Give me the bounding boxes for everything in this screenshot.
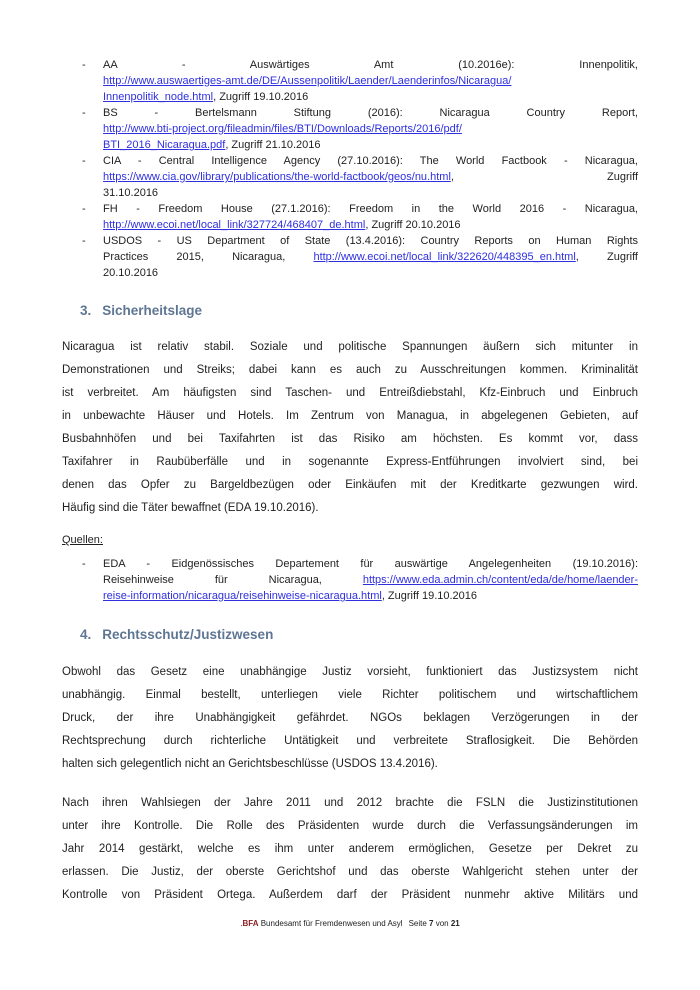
- paragraph-line: Demonstrationen und Streiks; dabei kann es auch zu Ausschreitungen kommen. Kriminalität: [62, 364, 638, 376]
- reference-item: [62, 153, 638, 201]
- footer-page-number: 7: [429, 919, 434, 928]
- paragraph-line: halten sich gelegentlich nicht an Gerichtsbeschlüsse (USDOS 13.4.2016).: [62, 758, 438, 770]
- footer-dot: .: [240, 919, 243, 928]
- paragraph-line: unabhängig. Einmal bestellt, unterliegen viele Richter politischem und wirtschaftlichem: [62, 689, 638, 701]
- hyperlink[interactable]: Innenpolitik_node.html: [103, 91, 214, 103]
- reference-line: [103, 572, 638, 588]
- hyperlink[interactable]: http://www.ecoi.net/local_link/322620/448395_en.html: [313, 251, 576, 263]
- bullet-dash: -: [82, 107, 86, 119]
- footer-of-word: von: [435, 919, 449, 928]
- reference-text: USDOS - US Department of State (13.4.2016): Country Reports on Human Rights: [103, 235, 638, 247]
- reference-line: [103, 57, 638, 73]
- hyperlink[interactable]: http://www.ecoi.net/local_link/327724/468407_de.html: [103, 219, 366, 231]
- reference-text: BS - Bertelsmann Stiftung (2016): Nicaragua Country Report,: [103, 107, 638, 119]
- reference-text: , Zugriff: [450, 171, 638, 183]
- page-footer: [0, 919, 700, 929]
- reference-text: , Zugriff: [575, 251, 638, 263]
- paragraph-line: unter ihre Kontrolle. Die Rolle des Präsidenten wurde durch die Verfassungsänderungen im: [62, 820, 638, 832]
- paragraph-line: Nicaragua ist relativ stabil. Soziale und politische Spannungen äußern sich mitunter in: [62, 341, 638, 353]
- body-paragraph: [62, 792, 638, 907]
- reference-line: [103, 185, 638, 201]
- section-number: 3.: [80, 303, 92, 318]
- section-number: 4.: [80, 627, 92, 642]
- reference-line: [103, 265, 638, 281]
- paragraph-line: Busbahnhöfen und bei Taxifahrten ist das Risiko am höchsten. Es kommt vor, dass: [62, 433, 638, 445]
- bullet-dash: -: [82, 203, 86, 215]
- reference-text: , Zugriff 21.10.2016: [225, 139, 321, 151]
- reference-text: CIA - Central Intelligence Agency (27.10.2016): The World Factbook - Nicaragua,: [103, 155, 638, 167]
- footer-department: Bundesamt für Fremdenwesen und Asyl: [260, 919, 403, 928]
- reference-text: 20.10.2016: [103, 267, 159, 279]
- reference-item: [62, 201, 638, 233]
- paragraph-line: Rechtsprechung durch richterliche Untätigkeit und verbreitete Straflosigkeit. Die Behörden: [62, 735, 638, 747]
- reference-text: FH - Freedom House (27.1.2016): Freedom in the World 2016 - Nicaragua,: [103, 203, 638, 215]
- hyperlink[interactable]: BTI_2016_Nicaragua.pdf: [103, 139, 226, 151]
- hyperlink[interactable]: https://www.cia.gov/library/publications/the-world-factbook/geos/nu.html: [103, 171, 451, 183]
- reference-text: , Zugriff 19.10.2016: [213, 91, 309, 103]
- reference-item: [62, 556, 638, 604]
- reference-text: , Zugriff 20.10.2016: [365, 219, 461, 231]
- section-heading-4: [80, 626, 638, 643]
- reference-line: [103, 153, 638, 169]
- paragraph-line: Taxifahrer in Raubüberfälle und in sogenannte Express-Entführungen involviert sind, bei: [62, 456, 638, 468]
- section-heading-3: [80, 302, 638, 319]
- reference-line: [103, 73, 638, 89]
- bullet-dash: -: [82, 558, 86, 570]
- paragraph-line: erlassen. Die Justiz, der oberste Gerichtshof und das oberste Wahlgericht stehen unter der: [62, 866, 638, 878]
- hyperlink[interactable]: http://www.auswaertiges-amt.de/DE/Aussenpolitik/Laender/Laenderinfos/Nicaragua/: [103, 75, 512, 87]
- reference-text: EDA - Eidgenössisches Departement für auswärtige Angelegenheiten (19.10.2016):: [103, 558, 638, 570]
- bullet-dash: -: [82, 155, 86, 167]
- sources-label: [62, 532, 638, 548]
- reference-line: [103, 249, 638, 265]
- reference-line: [103, 556, 638, 572]
- reference-line: [103, 137, 638, 153]
- reference-list: [62, 556, 638, 604]
- footer-total-pages: 21: [450, 919, 460, 928]
- hyperlink[interactable]: http://www.bti-project.org/fileadmin/files/BTI/Downloads/Reports/2016/pdf/: [103, 123, 462, 135]
- paragraph-line: Kontrolle von Präsident Ortega. Außerdem darf der Präsident nunmehr aktive Militärs und: [62, 889, 638, 901]
- reference-item: [62, 105, 638, 153]
- reference-line: [103, 105, 638, 121]
- paragraph-line: Nach ihren Wahlsiegen der Jahre 2011 und 2012 brachte die FSLN die Justizinstitutionen: [62, 797, 638, 809]
- reference-line: [103, 201, 638, 217]
- reference-list: [62, 57, 638, 281]
- reference-item: [62, 57, 638, 105]
- footer-page-word: Seite: [408, 919, 427, 928]
- bullet-dash: -: [82, 235, 86, 247]
- paragraph-line: Druck, der ihre Unabhängigkeit gefährdet. NGOs beklagen Verzögerungen in der: [62, 712, 638, 724]
- body-paragraph: [62, 661, 638, 776]
- reference-line: [103, 89, 638, 105]
- sources-label-text: Quellen:: [62, 534, 103, 546]
- reference-text: AA - Auswärtiges Amt (10.2016e): Innenpolitik,: [103, 59, 638, 71]
- footer-brand-bfa: BFA: [242, 919, 259, 928]
- section-title: Sicherheitslage: [102, 303, 203, 318]
- paragraph-line: Häufig sind die Täter bewaffnet (EDA 19.10.2016).: [62, 502, 319, 514]
- paragraph-line: denen das Opfer zu Bargeldbezügen oder Einkäufen mit der Kreditkarte gezwungen wird.: [62, 479, 638, 491]
- paragraph-line: Obwohl das Gesetz eine unabhängige Justiz vorsieht, funktioniert das Justizsystem nicht: [62, 666, 638, 678]
- reference-text: Practices 2015, Nicaragua,: [103, 251, 314, 263]
- reference-line: [103, 121, 638, 137]
- paragraph-line: in unbewachte Häuser und Hotels. Im Zentrum von Managua, in abgelegenen Gebieten, auf: [62, 410, 638, 422]
- hyperlink[interactable]: https://www.eda.admin.ch/content/eda/de/home/laender-: [362, 574, 638, 586]
- reference-line: [103, 217, 638, 233]
- footer-page-indicator: [409, 919, 460, 928]
- body-paragraph: [62, 336, 638, 520]
- reference-item: [62, 233, 638, 281]
- reference-line: [103, 169, 638, 185]
- paragraph-line: Jahr 2014 gestärkt, welche es ihm unter anderem ermöglichen, Gesetze per Dekret zu: [62, 843, 638, 855]
- reference-text: Reisehinweise für Nicaragua,: [103, 574, 363, 586]
- hyperlink[interactable]: reise-information/nicaragua/reisehinweise-nicaragua.html: [103, 590, 382, 602]
- reference-line: [103, 588, 638, 604]
- reference-text: , Zugriff 19.10.2016: [381, 590, 478, 602]
- bullet-dash: -: [82, 59, 86, 71]
- reference-text: 31.10.2016: [103, 187, 159, 199]
- paragraph-line: ist verbreitet. Am häufigsten sind Taschen- und Entreißdiebstahl, Kfz-Einbruch und Einbruch: [62, 387, 638, 399]
- section-title: Rechtsschutz/Justizwesen: [102, 627, 274, 642]
- reference-line: [103, 233, 638, 249]
